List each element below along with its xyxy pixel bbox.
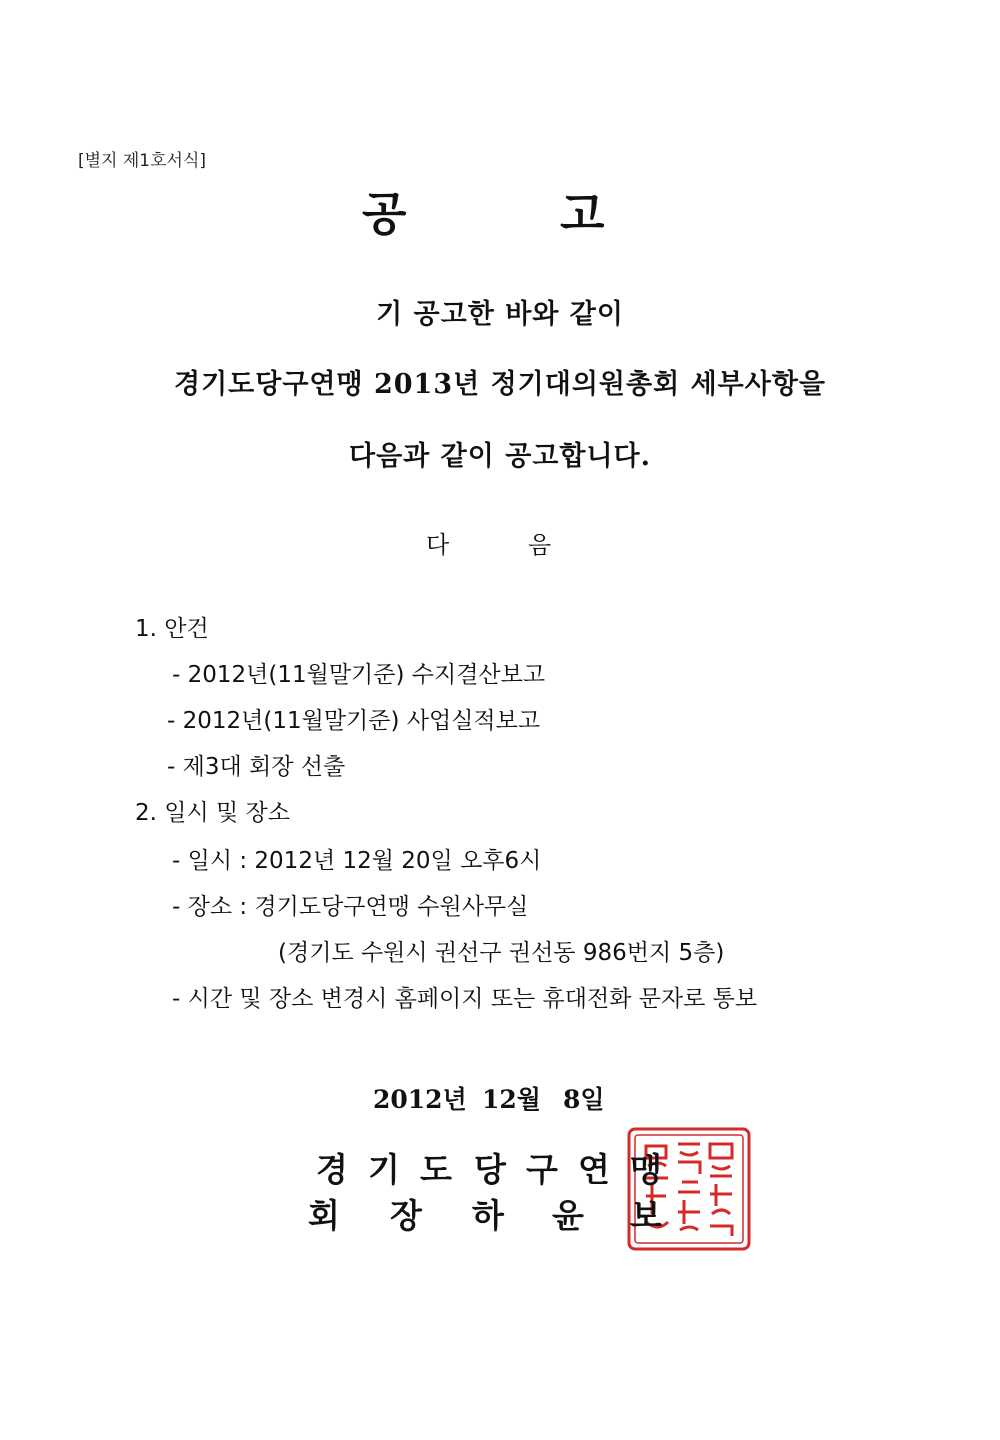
schedule-change-notice: - 시간 및 장소 변경시 홈페이지 또는 휴대전화 문자로 통보 (172, 986, 758, 1012)
issue-date-year: 2012년 (373, 1085, 467, 1114)
section-agenda-heading: 1. 안건 (135, 616, 209, 642)
agenda-item: - 2012년(11월말기준) 수지결산보고 (172, 662, 546, 688)
schedule-place: - 장소 : 경기도당구연맹 수원사무실 (172, 894, 529, 920)
person-char: 하 (472, 1196, 504, 1235)
issue-date-day: 8일 (563, 1085, 605, 1114)
title-char-1: 공 (362, 187, 407, 241)
org-char: 구 (526, 1150, 558, 1189)
person-char: 보 (630, 1196, 662, 1235)
org-char: 기 (368, 1150, 400, 1189)
schedule-address: (경기도 수원시 권선구 권선동 986번지 5층) (278, 940, 725, 966)
agenda-item: - 제3대 회장 선출 (167, 754, 346, 780)
title-char-2: 고 (560, 187, 605, 241)
person-char: 윤 (552, 1196, 584, 1235)
intro-line-2: 경기도당구연맹 2013년 정기대의원총회 세부사항을 (174, 369, 826, 400)
sub-heading-char-2: 음 (528, 531, 552, 559)
signature-person (0, 1190, 1000, 1236)
agenda-item: - 2012년(11월말기준) 사업실적보고 (167, 708, 541, 734)
intro-line-1: 기 공고한 바와 같이 (376, 299, 624, 330)
person-char: 장 (390, 1196, 422, 1235)
document-title (0, 178, 1000, 241)
intro-line-3: 다음과 같이 공고합니다. (348, 441, 652, 472)
org-char: 연 (578, 1150, 610, 1189)
schedule-datetime: - 일시 : 2012년 12월 20일 오후6시 (172, 848, 542, 874)
org-char: 당 (474, 1150, 506, 1189)
section-schedule-heading: 2. 일시 및 장소 (135, 800, 290, 826)
signature-organization (0, 1144, 1000, 1190)
sub-heading-char-1: 다 (426, 531, 450, 559)
form-number-label: [별지 제1호서식] (78, 151, 207, 171)
org-char: 도 (420, 1150, 452, 1189)
org-char: 맹 (630, 1150, 662, 1189)
issue-date (0, 1080, 1000, 1120)
person-char: 회 (308, 1196, 340, 1235)
org-char: 경 (316, 1150, 348, 1189)
sub-heading (0, 525, 1000, 565)
issue-date-month: 12월 (482, 1085, 541, 1114)
